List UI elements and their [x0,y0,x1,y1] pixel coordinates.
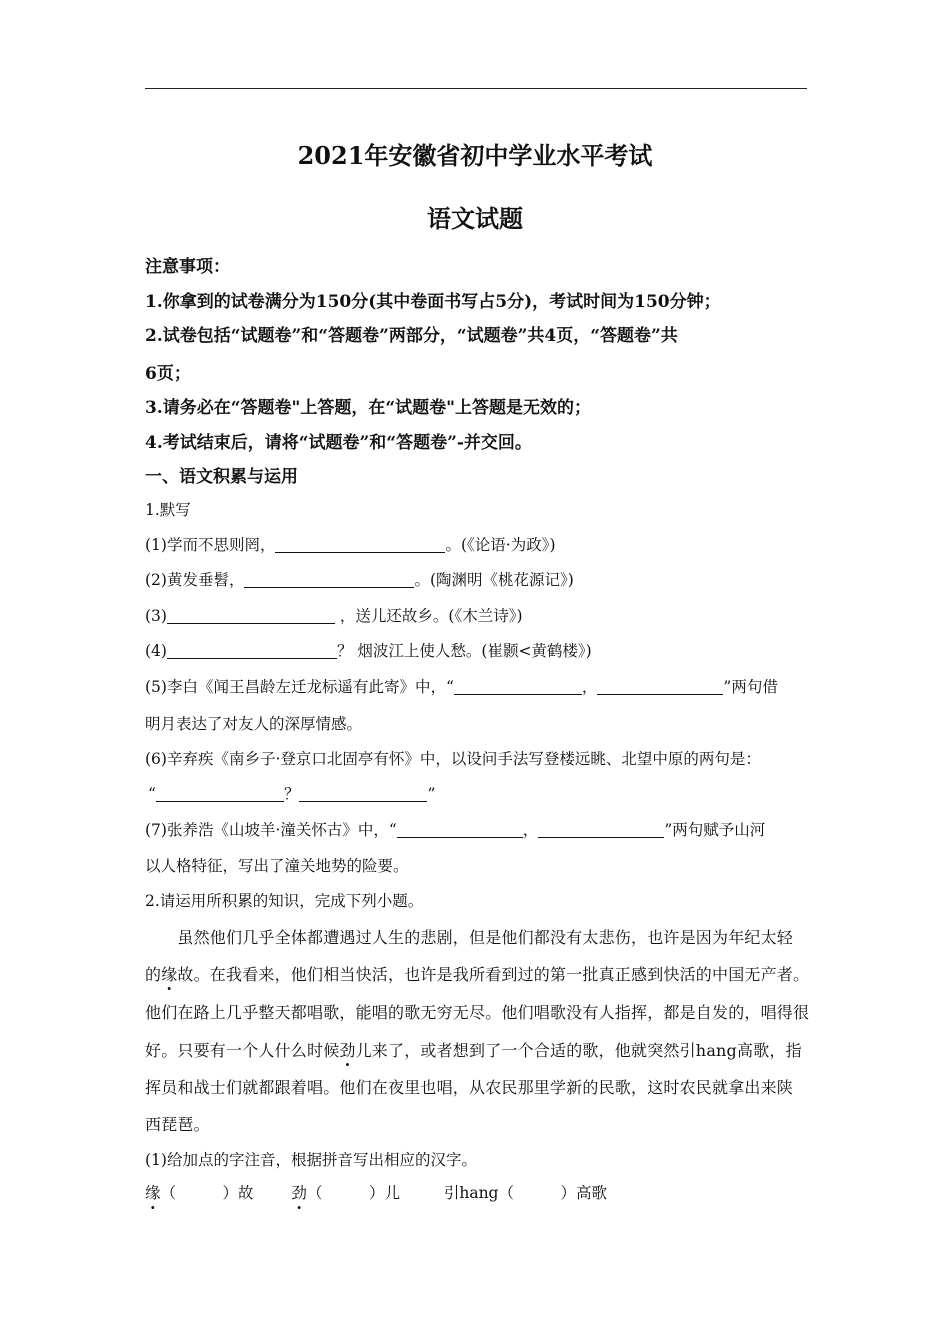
emphasis-char: 劲 [339,1041,356,1060]
answer-blank[interactable] [397,821,523,838]
notice-item: 1.你拿到的试卷满分为150分(其中卷面书写占5分)，考试时间为150分钟； [145,292,721,312]
answer-paren[interactable]: （ ） [160,1184,239,1202]
char-2: 劲 [291,1184,307,1202]
passage-line: 西琵琶。 [145,1115,210,1134]
answer-blank[interactable] [299,785,427,802]
answer-blank[interactable] [538,821,664,838]
passage-line: 他们在路上几乎整天都唱歌，能唱的歌无穷无尽。他们唱歌没有人指挥，都是自发的，唱得很 [145,1003,810,1022]
passage-line: 的缘故。在我看来，他们相当快活，也许是我所看到过的第一批真正感到快活的中国无产者。 [145,965,810,984]
passage-line: 好。只要有一个人什么时候劲儿来了，或者想到了一个合适的歌，他就突然引hang高歌，指 [145,1041,802,1060]
exam-subtitle: 语文试题 [427,204,523,233]
passage-line: 虽然他们几乎全体都遭遇过人生的悲剧，但是他们都没有太悲伤，也许是因为年纪太轻 [145,928,794,947]
answer-paren[interactable]: （ ） [306,1184,385,1202]
dictation-2: (2)黄发垂髫， 。(陶渊明《桃花源记》) [145,571,574,589]
top-rule [145,88,807,89]
answer-paren[interactable]: （ ） [498,1184,576,1202]
answer-blank[interactable] [244,571,414,588]
dictation-5-cont: 明月表达了对友人的深厚情感。 [145,715,363,733]
char-1: 缘 [145,1184,161,1202]
dictation-6: (6)辛弃疾《南乡子·登京口北固亭有怀》中，以设问手法写登楼远眺、北望中原的两句是： [145,750,761,768]
section-heading: 一、语文积累与运用 [145,467,298,487]
exam-title: 2021年安徽省初中学业水平考试 [297,141,653,170]
sub-question-1: (1)给加点的字注音，根据拼音写出相应的汉字。 [145,1151,477,1169]
notice-item: 3.请务必在“答题卷"上答题，在“试题卷"上答题是无效的； [145,398,592,418]
dictation-7: (7)张养浩《山坡羊·潼关怀古》中，“ ， ”两句赋予山河 [145,821,766,839]
dictation-7-cont: 以人格特征，写出了潼关地势的险要。 [145,857,409,875]
emphasis-char: 缘 [161,965,178,984]
passage-line: 挥员和战士们就都跟着唱。他们在夜里也唱，从农民那里学新的民歌，这时农民就拿出来陕 [145,1078,794,1097]
notice-item: 2.试卷包括“试题卷”和“答题卷”两部分，“试题卷”共4页，“答题卷”共 [145,326,678,346]
char-3: 引hang [443,1184,499,1202]
answer-blank[interactable] [454,678,582,695]
dictation-5: (5)李白《闻王昌龄左迁龙标遥有此寄》中，“ ， ”两句借 [145,678,778,696]
pinyin-answer-row: 缘（ ）故 劲（ ）儿 引hang（ ）高歌 [145,1181,810,1203]
dictation-4: (4) ？ 烟波江上使人愁。(崔颢<黄鹤楼》) [145,642,592,660]
dictation-3: (3) ，送儿还故乡。(《木兰诗》) [145,607,523,625]
dictation-6-answer: “ ？ ” [148,785,436,803]
notice-item: 4.考试结束后，请将“试题卷”和“答题卷”-并交回。 [145,433,532,453]
question-2-label: 2.请运用所积累的知识，完成下列小题。 [145,892,424,910]
notice-item: 6页； [145,364,191,384]
answer-blank[interactable] [167,642,337,659]
notice-heading: 注意事项： [145,257,230,277]
answer-blank[interactable] [167,607,335,624]
answer-blank[interactable] [156,785,284,802]
answer-blank[interactable] [275,536,445,553]
dictation-1: (1)学而不思则罔， 。(《论语·为政》) [145,536,556,554]
answer-blank[interactable] [597,678,723,695]
question-1-label: 1.默写 [145,501,191,519]
